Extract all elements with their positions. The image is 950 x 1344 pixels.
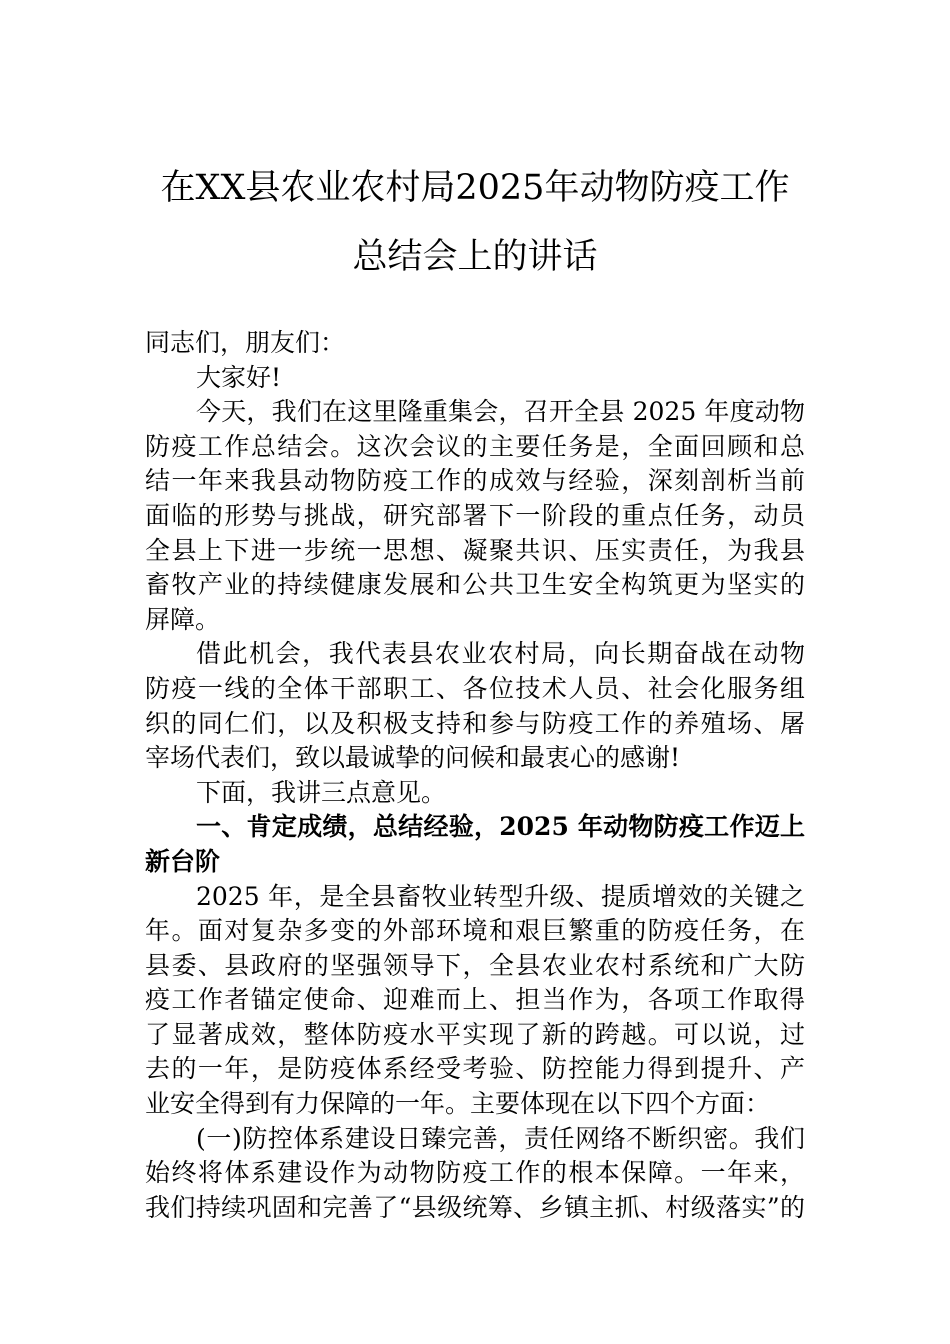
text-line: 屏障。 <box>145 604 221 634</box>
text-line: 2025 年，是全县畜牧业转型升级、提质增效的关键之 <box>196 881 805 911</box>
text-line: 新台阶 <box>145 846 221 876</box>
text-line: 了显著成效，整体防疫水平实现了新的跨越。可以说，过 <box>145 1019 805 1049</box>
text-line: 结一年来我县动物防疫工作的成效与经验，深刻剖析当前 <box>145 466 805 496</box>
text-line: 防疫工作总结会。这次会议的主要任务是，全面回顾和总 <box>145 431 805 461</box>
paragraph <box>145 361 805 396</box>
text-line: 织的同仁们，以及积极支持和参与防疫工作的养殖场、屠 <box>145 708 805 738</box>
text-line: 今天，我们在这里隆重集会，召开全县 2025 年度动物 <box>196 397 805 427</box>
text-line: 面临的形势与挑战，研究部署下一阶段的重点任务，动员 <box>145 500 805 530</box>
text-line: 畜牧产业的持续健康发展和公共卫生安全构筑更为坚实的 <box>145 570 805 600</box>
text-line: 借此机会，我代表县农业农村局，向长期奋战在动物 <box>196 639 805 669</box>
document-title-line-2: 总结会上的讲话 <box>352 237 598 277</box>
text-line: 全县上下进一步统一思想、凝聚共识、压实责任，为我县 <box>145 535 805 565</box>
text-line: 我们持续巩固和完善了“县级统筹、乡镇主抓、村级落实”的 <box>145 1192 805 1222</box>
paragraph <box>145 326 805 361</box>
text-line: 同志们，朋友们： <box>145 328 346 357</box>
text-line: 始终将体系建设作为动物防疫工作的根本保障。一年来， <box>145 1158 805 1188</box>
text-line: 下面，我讲三点意见。 <box>196 777 447 807</box>
text-line: 宰场代表们，致以最诚挚的问候和最衷心的感谢! <box>145 743 681 773</box>
paragraph <box>145 776 805 811</box>
paragraph <box>145 880 805 1122</box>
paragraph <box>145 1122 805 1226</box>
paragraph <box>145 395 805 637</box>
paragraph <box>145 637 805 775</box>
text-line: 业安全得到有力保障的一年。主要体现在以下四个方面： <box>145 1089 771 1119</box>
text-line: 疫工作者锚定使命、迎难而上、担当作为，各项工作取得 <box>145 985 805 1015</box>
text-line: 防疫一线的全体干部职工、各位技术人员、社会化服务组 <box>145 673 805 703</box>
text-line: 年。面对复杂多变的外部环境和艰巨繁重的防疫任务，在 <box>145 916 805 946</box>
text-line: 一、肯定成绩，总结经验，2025 年动物防疫工作迈上 <box>196 812 805 842</box>
document-body <box>145 326 805 1225</box>
text-line: (一)防控体系建设日臻完善，责任网络不断织密。我们 <box>196 1123 805 1153</box>
text-line: 去的一年，是防疫体系经受考验、防控能力得到提升、产 <box>145 1054 805 1084</box>
text-line: 县委、县政府的坚强领导下，全县农业农村系统和广大防 <box>145 950 805 980</box>
section-heading <box>145 810 805 879</box>
document-title-line-1: 在XX县农业农村局2025年动物防疫工作 <box>160 168 790 208</box>
text-line: 大家好! <box>196 362 282 392</box>
